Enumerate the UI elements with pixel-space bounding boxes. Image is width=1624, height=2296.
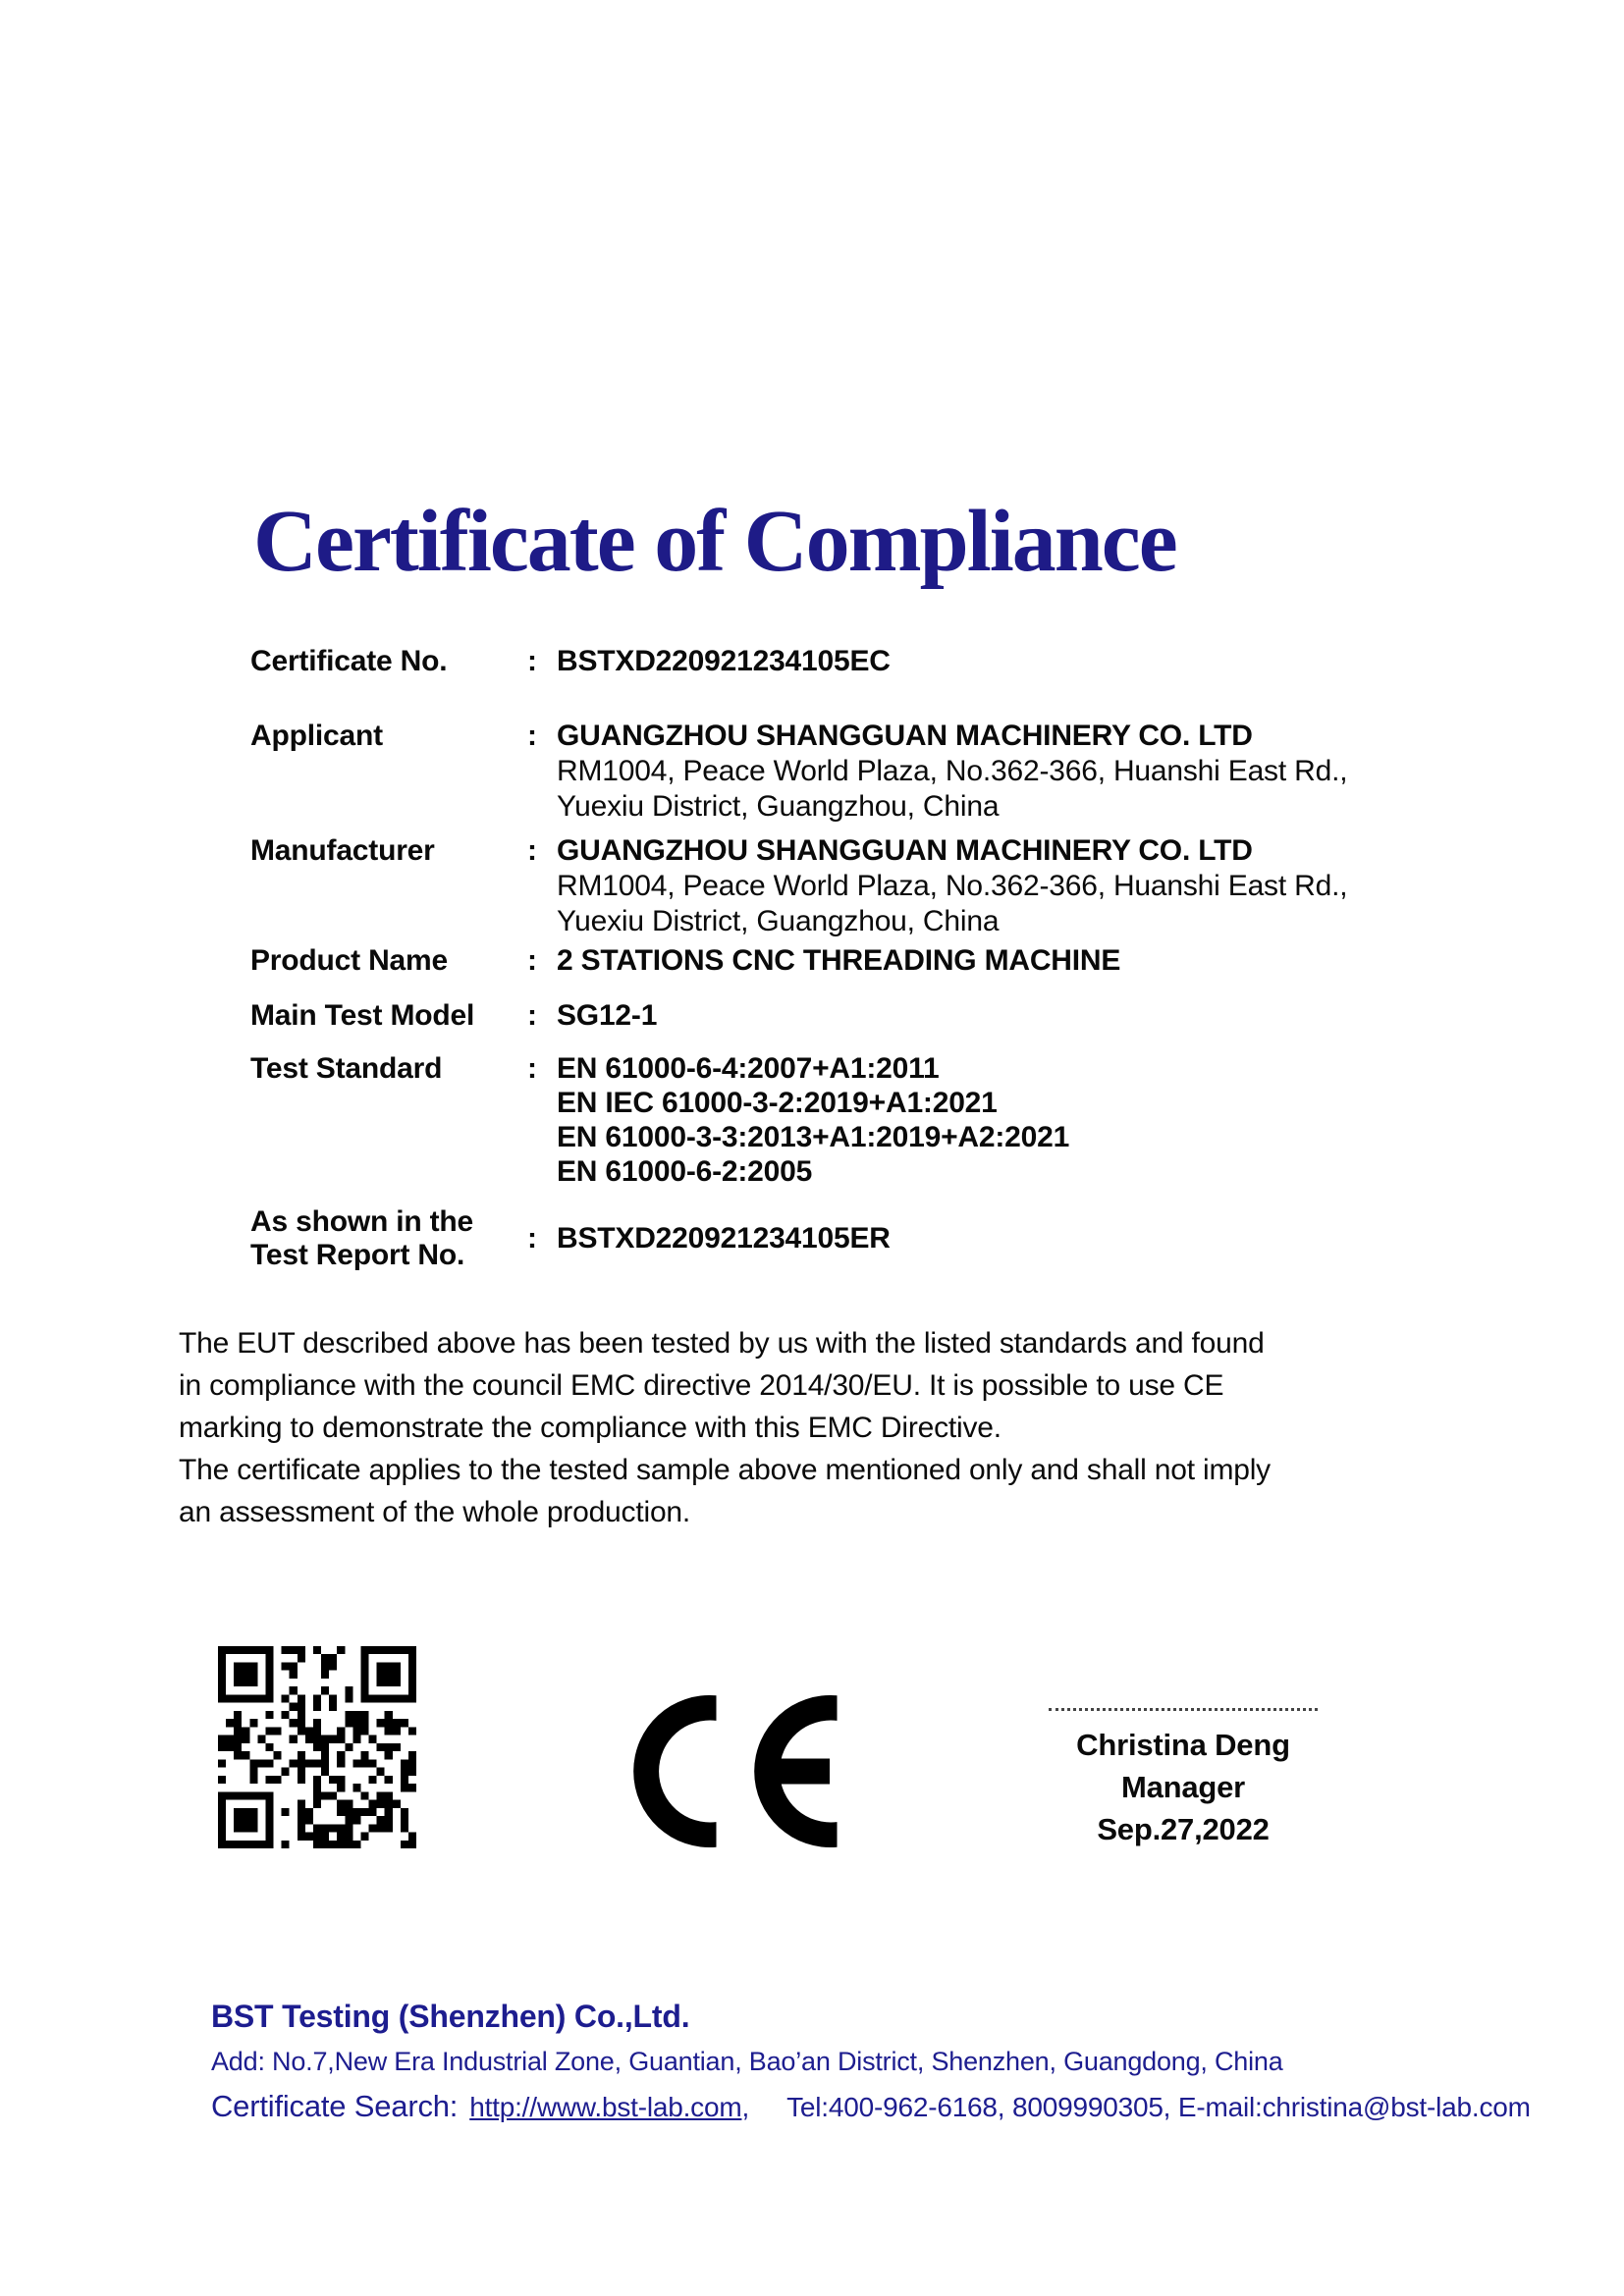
- signature-date: Sep.27,2022: [1097, 1812, 1270, 1846]
- test-standard-line2: EN IEC 61000-3-2:2019+A1:2021: [557, 1087, 998, 1119]
- manufacturer-address-line2: Yuexiu District, Guangzhou, China: [557, 905, 1000, 937]
- field-colon: :: [527, 999, 537, 1032]
- field-colon: :: [527, 1052, 537, 1085]
- manufacturer-company-name: GUANGZHOU SHANGGUAN MACHINERY CO. LTD: [557, 834, 1253, 867]
- field-label-line1: As shown in the: [250, 1205, 474, 1238]
- signature-block: [1049, 1708, 1318, 1850]
- product-name-value: 2 STATIONS CNC THREADING MACHINE: [557, 944, 1121, 977]
- applicant-company-name: GUANGZHOU SHANGGUAN MACHINERY CO. LTD: [557, 720, 1253, 752]
- applicant-address-line1: RM1004, Peace World Plaza, No.362-366, Huanshi East Rd.,: [557, 755, 1348, 787]
- field-label-line2: Test Report No.: [250, 1239, 465, 1271]
- field-row-test-standard: [250, 1051, 1069, 1189]
- field-colon: :: [527, 1222, 537, 1255]
- signatory-name: Christina Deng: [1076, 1728, 1290, 1762]
- footer-company-name: BST Testing (Shenzhen) Co.,Ltd.: [211, 1999, 690, 2034]
- certificate-search-link[interactable]: http://www.bst-lab.com: [469, 2092, 742, 2122]
- field-label-test-standard: Test Standard: [250, 1052, 443, 1085]
- test-report-number-value: BSTXD220921234105ER: [557, 1222, 891, 1255]
- search-separator: ,: [741, 2092, 750, 2122]
- manufacturer-address-line1: RM1004, Peace World Plaza, No.362-366, Huanshi East Rd.,: [557, 870, 1348, 902]
- certificate-number-value: BSTXD220921234105EC: [557, 645, 891, 677]
- test-standard-line1: EN 61000-6-4:2007+A1:2011: [557, 1052, 940, 1085]
- test-standard-line3: EN 61000-3-3:2013+A1:2019+A2:2021: [557, 1121, 1070, 1153]
- qr-code: [218, 1646, 416, 1848]
- field-row-certificate-no: [250, 644, 891, 679]
- field-row-test-report-no: [250, 1205, 891, 1272]
- signatory-title: Manager: [1120, 1770, 1246, 1804]
- signature-dotted-line: [1049, 1708, 1318, 1711]
- field-label-main-test-model: Main Test Model: [250, 999, 475, 1032]
- field-row-applicant: [250, 719, 1347, 825]
- footer-address: Add: No.7,New Era Industrial Zone, Guantian, Bao’an District, Shenzhen, Guangdong, China: [211, 2047, 1283, 2076]
- certificate-search-label: Certificate Search:: [211, 2089, 459, 2123]
- field-row-manufacturer: [250, 833, 1347, 939]
- certificate-title: Certificate of Compliance: [253, 493, 1176, 590]
- field-row-main-test-model: [250, 998, 657, 1034]
- field-label-test-report-no: [250, 1205, 527, 1272]
- statement-line1: The EUT described above has been tested by us with the listed standards and found: [179, 1327, 1265, 1360]
- compliance-statement: [179, 1322, 1271, 1533]
- field-label-manufacturer: Manufacturer: [250, 834, 435, 867]
- ce-mark-logo: [633, 1695, 846, 1847]
- statement-line5: an assessment of the whole production.: [179, 1496, 691, 1528]
- field-row-product-name: [250, 943, 1120, 979]
- field-colon: :: [527, 834, 537, 867]
- field-label-applicant: Applicant: [250, 720, 383, 752]
- field-label-product-name: Product Name: [250, 944, 448, 977]
- statement-line4: The certificate applies to the tested sample above mentioned only and shall not imply: [179, 1454, 1271, 1486]
- footer-contact: Tel:400-962-6168, 8009990305, E-mail:christina@bst-lab.com: [786, 2092, 1531, 2122]
- footer-search-line: [211, 2089, 1531, 2124]
- statement-line3: marking to demonstrate the compliance with this EMC Directive.: [179, 1412, 1001, 1444]
- applicant-address-line2: Yuexiu District, Guangzhou, China: [557, 790, 1000, 823]
- field-colon: :: [527, 720, 537, 752]
- test-standard-line4: EN 61000-6-2:2005: [557, 1155, 813, 1188]
- statement-line2: in compliance with the council EMC directive 2014/30/EU. It is possible to use CE: [179, 1369, 1224, 1402]
- main-test-model-value: SG12-1: [557, 999, 658, 1032]
- ce-letter-c: [633, 1695, 716, 1847]
- field-label-certificate-no: Certificate No.: [250, 645, 448, 677]
- field-colon: :: [527, 645, 537, 677]
- field-colon: :: [527, 944, 537, 977]
